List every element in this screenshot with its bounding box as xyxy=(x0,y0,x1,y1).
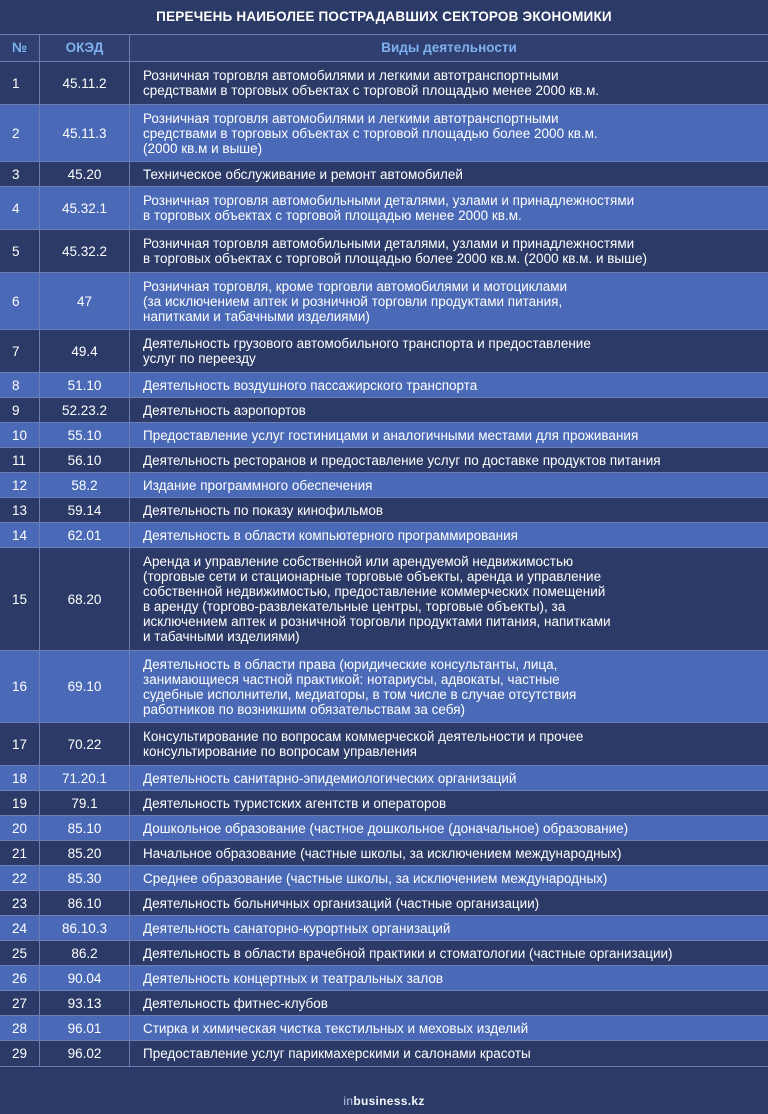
row-number: 16 xyxy=(0,651,40,722)
table-row xyxy=(0,966,768,991)
row-code: 58.2 xyxy=(40,473,130,497)
row-description: Деятельность туристских агентств и операторов xyxy=(143,795,447,811)
row-number: 28 xyxy=(0,1016,40,1040)
row-code: 79.1 xyxy=(40,791,130,815)
row-description: Розничная торговля автомобильными деталями, узлами и принадлежностями в торговых объектах с торговой площадью менее 2000 кв.м. xyxy=(143,193,635,223)
table-row xyxy=(0,891,768,916)
row-code: 69.10 xyxy=(40,651,130,722)
table-row xyxy=(0,273,768,330)
row-number: 26 xyxy=(0,966,40,990)
row-number: 13 xyxy=(0,498,40,522)
row-description: Деятельность санаторно-курортных организаций xyxy=(143,920,451,936)
row-description: Деятельность санитарно-эпидемиологических организаций xyxy=(143,770,517,786)
row-number: 19 xyxy=(0,791,40,815)
table-row xyxy=(0,448,768,473)
row-code: 86.10 xyxy=(40,891,130,915)
row-description: Аренда и управление собственной или арендуемой недвижимостью (торговые сети и стационарные торговые объекты, аренда и управление собственной недвижимостью, предоставление коммерческих помещений в аренду (торгово-развлекательные центры, торговые объекты), за исключением аптек и розничной торговли продуктами питания, напитками и табачными изделиями) xyxy=(143,554,611,644)
table-row xyxy=(0,473,768,498)
row-description: Деятельность грузового автомобильного транспорта и предоставление услуг по переезду xyxy=(143,336,591,366)
row-code: 45.11.2 xyxy=(40,62,130,104)
row-number: 12 xyxy=(0,473,40,497)
row-number: 21 xyxy=(0,841,40,865)
table-row xyxy=(0,1016,768,1041)
table-row xyxy=(0,498,768,523)
row-code: 51.10 xyxy=(40,373,130,397)
row-code: 93.13 xyxy=(40,991,130,1015)
row-description: Деятельность аэропортов xyxy=(143,402,306,418)
row-code: 85.10 xyxy=(40,816,130,840)
row-description: Розничная торговля автомобилями и легкими автотранспортными средствами в торговых объектах с торговой площадью менее 2000 кв.м. xyxy=(143,68,600,98)
table-row xyxy=(0,941,768,966)
row-code: 71.20.1 xyxy=(40,766,130,790)
table-header xyxy=(0,34,768,62)
row-description: Деятельность воздушного пассажирского транспорта xyxy=(143,377,478,393)
row-number: 20 xyxy=(0,816,40,840)
row-description: Деятельность больничных организаций (частные организации) xyxy=(143,895,540,911)
row-description: Деятельность концертных и театральных залов xyxy=(143,970,444,986)
row-code: 47 xyxy=(40,273,130,329)
row-number: 23 xyxy=(0,891,40,915)
row-description: Предоставление услуг гостиницами и аналогичными местами для проживания xyxy=(143,427,639,443)
table-row xyxy=(0,991,768,1016)
row-description: Стирка и химическая чистка текстильных и меховых изделий xyxy=(143,1020,529,1036)
page-title: ПЕРЕЧЕНЬ НАИБОЛЕЕ ПОСТРАДАВШИХ СЕКТОРОВ ЭКОНОМИКИ xyxy=(0,0,768,34)
table-row xyxy=(0,841,768,866)
table-row xyxy=(0,330,768,373)
row-description: Среднее образование (частные школы, за исключением международных) xyxy=(143,870,608,886)
row-description: Розничная торговля автомобилями и легкими автотранспортными средствами в торговых объектах с торговой площадью более 2000 кв.м. (2000 кв.м и выше) xyxy=(143,110,598,156)
row-code: 52.23.2 xyxy=(40,398,130,422)
row-description: Розничная торговля автомобильными деталями, узлами и принадлежностями в торговых объектах с торговой площадью более 2000 кв.м. (2000 кв.м. и выше) xyxy=(143,236,647,266)
row-description: Деятельность в области врачебной практики и стоматологии (частные организации) xyxy=(143,945,673,961)
table-row xyxy=(0,1041,768,1067)
row-number: 22 xyxy=(0,866,40,890)
row-code: 56.10 xyxy=(40,448,130,472)
row-code: 45.32.2 xyxy=(40,230,130,272)
table-row xyxy=(0,766,768,791)
row-code: 49.4 xyxy=(40,330,130,372)
row-number: 2 xyxy=(0,105,40,161)
header-code: ОКЭД xyxy=(40,35,130,61)
table-row xyxy=(0,723,768,766)
row-number: 5 xyxy=(0,230,40,272)
row-code: 62.01 xyxy=(40,523,130,547)
header-desc: Виды деятельности xyxy=(381,40,517,55)
row-code: 45.11.3 xyxy=(40,105,130,161)
row-number: 7 xyxy=(0,330,40,372)
row-description: Деятельность в области компьютерного программирования xyxy=(143,527,518,543)
row-code: 86.10.3 xyxy=(40,916,130,940)
table-row xyxy=(0,791,768,816)
table-row xyxy=(0,866,768,891)
row-number: 3 xyxy=(0,162,40,186)
row-number: 14 xyxy=(0,523,40,547)
row-code: 45.32.1 xyxy=(40,187,130,229)
table-row xyxy=(0,816,768,841)
row-description: Издание программного обеспечения xyxy=(143,477,373,493)
row-number: 11 xyxy=(0,448,40,472)
row-number: 15 xyxy=(0,548,40,650)
table-row xyxy=(0,62,768,105)
row-number: 10 xyxy=(0,423,40,447)
row-number: 27 xyxy=(0,991,40,1015)
row-description: Розничная торговля, кроме торговли автомобилями и мотоциклами (за исключением аптек и розничной торговли продуктами питания, напитками и табачными изделиями) xyxy=(143,278,568,324)
row-number: 24 xyxy=(0,916,40,940)
row-description: Техническое обслуживание и ремонт автомобилей xyxy=(143,166,463,182)
row-description: Предоставление услуг парикмахерскими и салонами красоты xyxy=(143,1046,531,1061)
table-row xyxy=(0,423,768,448)
logo-prefix: in xyxy=(343,1093,354,1108)
row-number: 8 xyxy=(0,373,40,397)
row-code: 45.20 xyxy=(40,162,130,186)
row-code: 96.01 xyxy=(40,1016,130,1040)
row-description: Деятельность в области права (юридические консультанты, лица, занимающиеся частной практикой: нотариусы, адвокаты, частные судебные исполнители, медиаторы, в том числе в случае отсутствия работников по возникшим обязательствам за себя) xyxy=(143,656,577,717)
table-row xyxy=(0,373,768,398)
row-number: 18 xyxy=(0,766,40,790)
row-number: 4 xyxy=(0,187,40,229)
row-number: 1 xyxy=(0,62,40,104)
row-number: 25 xyxy=(0,941,40,965)
row-number: 29 xyxy=(0,1041,40,1066)
row-code: 96.02 xyxy=(40,1041,130,1066)
table-row xyxy=(0,523,768,548)
table-row xyxy=(0,187,768,230)
row-number: 9 xyxy=(0,398,40,422)
row-code: 85.20 xyxy=(40,841,130,865)
table-row xyxy=(0,230,768,273)
row-code: 59.14 xyxy=(40,498,130,522)
row-description: Деятельность фитнес-клубов xyxy=(143,995,328,1011)
row-code: 70.22 xyxy=(40,723,130,765)
row-code: 85.30 xyxy=(40,866,130,890)
table-body xyxy=(0,62,768,1067)
row-description: Консультирование по вопросам коммерческой деятельности и прочее консультирование по вопросам управления xyxy=(143,729,584,759)
row-description: Деятельность по показу кинофильмов xyxy=(143,502,384,518)
row-code: 55.10 xyxy=(40,423,130,447)
row-description: Дошкольное образование (частное дошкольное (доначальное) образование) xyxy=(143,820,629,836)
row-description: Деятельность ресторанов и предоставление услуг по доставке продуктов питания xyxy=(143,452,661,468)
row-number: 6 xyxy=(0,273,40,329)
logo-brand: business.kz xyxy=(353,1093,425,1108)
row-code: 68.20 xyxy=(40,548,130,650)
table-row xyxy=(0,916,768,941)
row-code: 86.2 xyxy=(40,941,130,965)
table-row xyxy=(0,105,768,162)
header-num: № xyxy=(0,35,40,61)
table-row xyxy=(0,398,768,423)
row-code: 90.04 xyxy=(40,966,130,990)
footer-logo xyxy=(0,1087,768,1114)
table-row xyxy=(0,651,768,723)
table-row xyxy=(0,162,768,187)
table-row xyxy=(0,548,768,651)
row-number: 17 xyxy=(0,723,40,765)
row-description: Начальное образование (частные школы, за исключением международных) xyxy=(143,845,622,861)
